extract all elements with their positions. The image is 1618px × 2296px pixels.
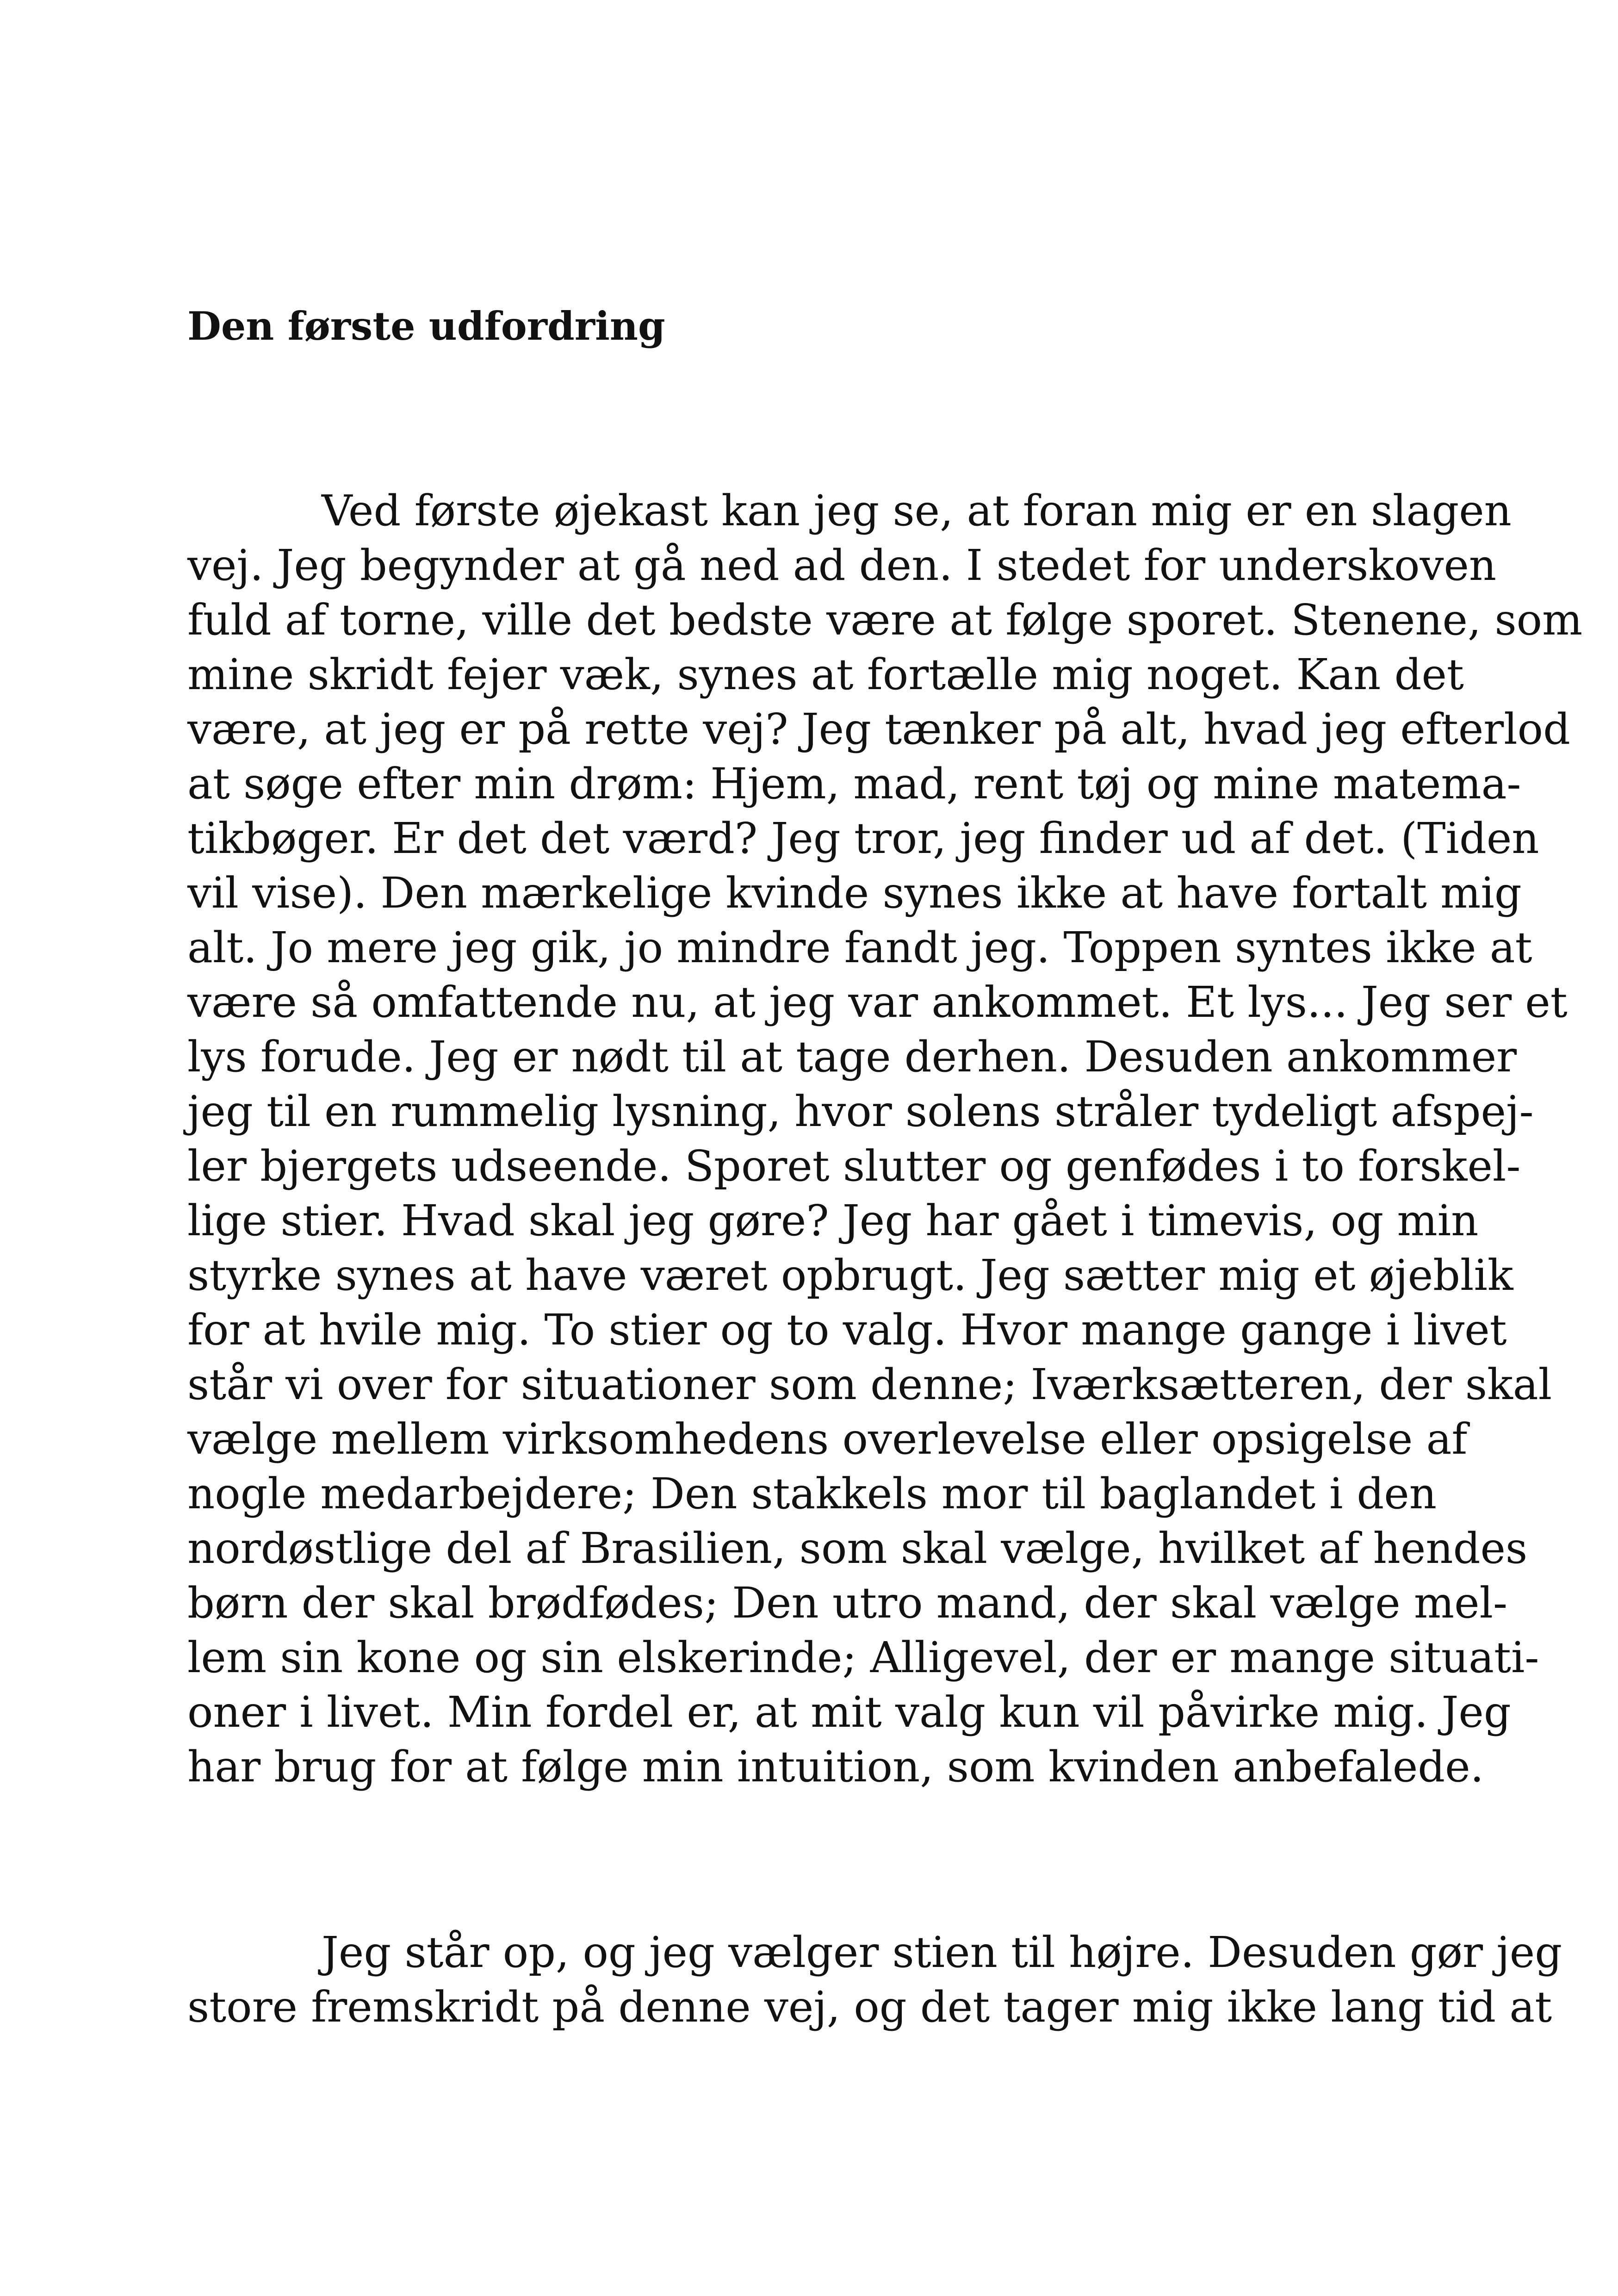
text-line: for at hvile mig. To stier og to valg. Hvor mange gange i livet xyxy=(187,1305,1507,1355)
text-line: børn der skal brødfødes; Den utro mand, der skal vælge mel- xyxy=(187,1578,1508,1628)
text-line: alt. Jo mere jeg gik, jo mindre fandt jeg. Toppen syntes ikke at xyxy=(187,923,1532,972)
chapter-heading: Den første udfordring xyxy=(187,303,665,349)
text-line: har brug for at følge min intuition, som kvinden anbefalede. xyxy=(187,1742,1484,1792)
text-line: vælge mellem virksomhedens overlevelse eller opsigelse af xyxy=(187,1414,1468,1464)
text-line: styrke synes at have været opbrugt. Jeg sætter mig et øjeblik xyxy=(187,1251,1513,1300)
body-paragraph xyxy=(187,484,1583,1794)
text-line: oner i livet. Min fordel er, at mit valg kun vil påvirke mig. Jeg xyxy=(187,1687,1511,1737)
text-line: nogle medarbejdere; Den stakkels mor til baglandet i den xyxy=(187,1469,1437,1518)
text-line: Ved første øjekast kan jeg se, at foran mig er en slagen xyxy=(322,486,1512,535)
text-line: lem sin kone og sin elskerinde; Alligevel, der er mange situati- xyxy=(187,1633,1539,1682)
text-line: mine skridt fejer væk, synes at fortælle mig noget. Kan det xyxy=(187,650,1464,699)
text-line: lige stier. Hvad skal jeg gøre? Jeg har gået i timevis, og min xyxy=(187,1196,1479,1245)
text-line: tikbøger. Er det det værd? Jeg tror, jeg finder ud af det. (Tiden xyxy=(187,814,1539,863)
text-line: ler bjergets udseende. Sporet slutter og genfødes i to forskel- xyxy=(187,1141,1521,1191)
text-line: nordøstlige del af Brasilien, som skal vælge, hvilket af hendes xyxy=(187,1524,1528,1573)
body-paragraph xyxy=(187,1925,1562,2035)
text-line: jeg til en rummelig lysning, hvor solens stråler tydeligt afspej- xyxy=(187,1087,1534,1136)
text-line: lys forude. Jeg er nødt til at tage derhen. Desuden ankommer xyxy=(187,1032,1517,1082)
text-line: vil vise). Den mærkelige kvinde synes ikke at have fortalt mig xyxy=(187,868,1522,918)
text-line: store fremskridt på denne vej, og det tager mig ikke lang tid at xyxy=(187,1982,1552,2032)
text-line: være så omfattende nu, at jeg var ankommet. Et lys... Jeg ser et xyxy=(187,977,1568,1027)
text-line: Jeg står op, og jeg vælger stien til højre. Desuden gør jeg xyxy=(322,1928,1562,1977)
text-line: vej. Jeg begynder at gå ned ad den. I stedet for underskoven xyxy=(187,541,1497,590)
text-line: fuld af torne, ville det bedste være at følge sporet. Stenene, som xyxy=(187,595,1583,645)
text-line: står vi over for situationer som denne; Iværksætteren, der skal xyxy=(187,1360,1552,1409)
text-line: at søge efter min drøm: Hjem, mad, rent tøj og mine matema- xyxy=(187,759,1521,809)
text-line: være, at jeg er på rette vej? Jeg tænker på alt, hvad jeg efterlod xyxy=(187,704,1570,754)
